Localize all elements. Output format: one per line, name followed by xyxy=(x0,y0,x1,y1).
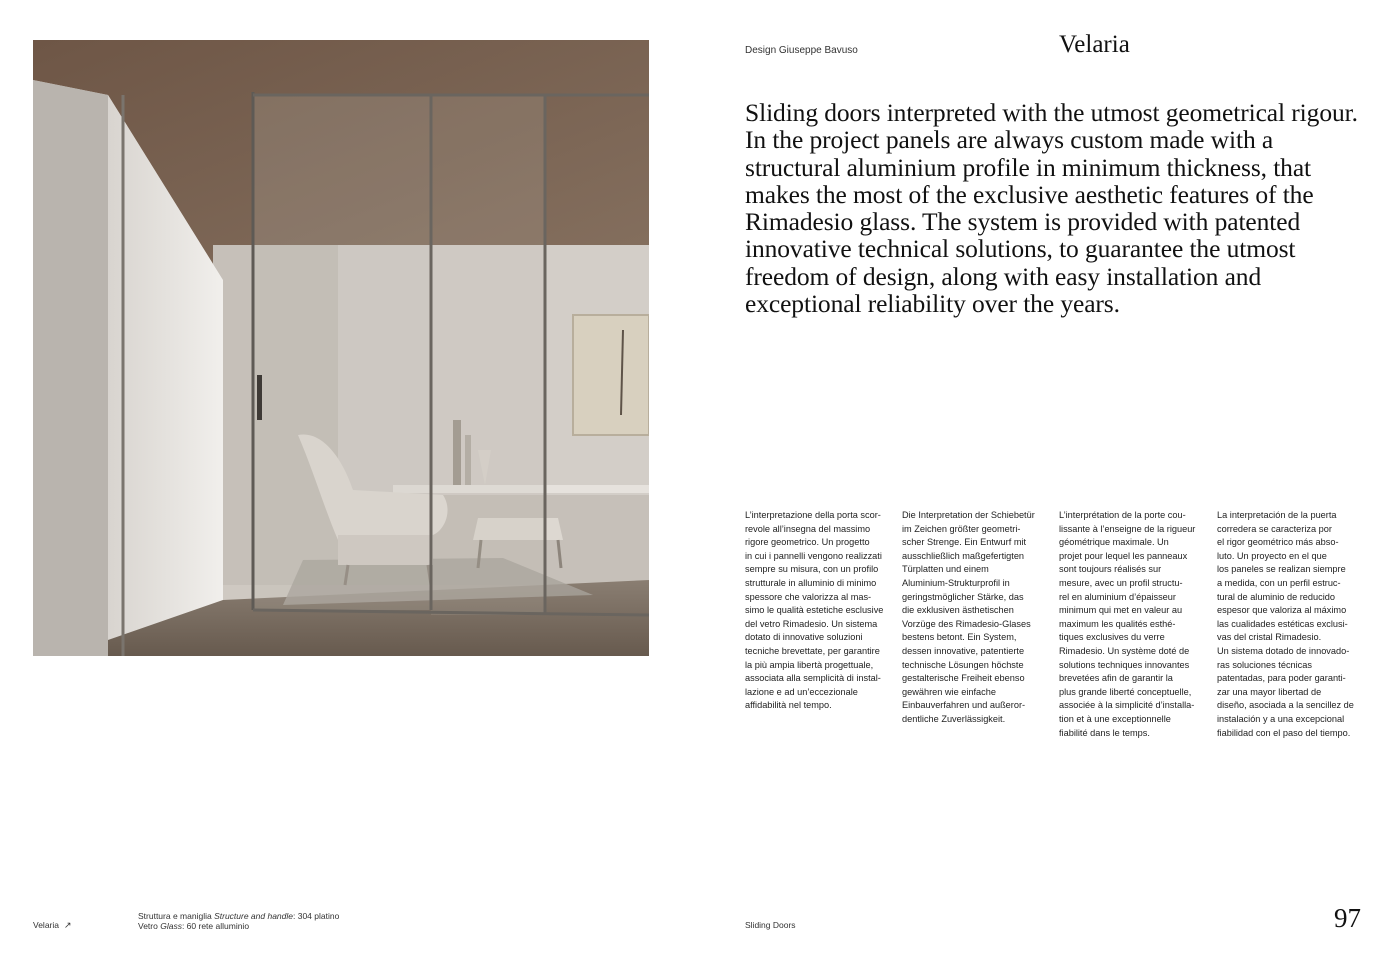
spec-structure-label: Struttura e maniglia xyxy=(138,911,215,921)
text-column-french: L’interprétation de la porte cou- lissante à l’enseigne de la rigueur géométrique maximale. Un projet pour lequel les panneaux sont toujours réalisés sur mesure, avec un profil structu- rel en aluminium d’épaisseur minimum qui met en valeur au maximum les qualités esthé- tiques exclusives du verre Rimadesio. Un système doté de solutions techniques innovantes brevetées afin de garantir la plus grande liberté conceptuelle, associée à la simplicité d’installa- tion et à une exceptionnelle fiabilité dans le temps. xyxy=(1059,510,1196,738)
spec-glass-label-en: Glass xyxy=(160,920,182,931)
arrow-up-right-icon: ↗ xyxy=(64,920,72,930)
text-column-spanish: La interpretación de la puerta corredera se caracteriza por el rigor geométrico más abso- luto. Un proyecto en el que los paneles se realizan siempre a medida, con un perfil estruc- tural de aluminio de reducido espesor que valoriza al máximo las cualidades estéticas exclusi- vas del cristal Rimadesio. Un sistema dotado de innovado- ras soluciones técnicas patentadas, para poder garanti- zar una mayor libertad de diseño, asociada a la sencillez de instalación y a una excepcional fiabilidad con el paso del tiempo. xyxy=(1217,510,1354,738)
product-title: Velaria xyxy=(1059,31,1130,58)
finish-specification xyxy=(138,912,339,931)
page-number: 97 xyxy=(1334,903,1361,933)
text-column-german: Die Interpretation der Schiebetür im Zeichen größter geometri- scher Strenge. Ein Entwurf mit ausschließlich maßgefertigten Türplatten und einem Aluminium-Strukturprofil in geringstmöglicher Stärke, das die exklusiven ästhetischen Vorzüge des Rimadesio-Glases bestens betont. Ein System, dessen innovative, patentierte technische Lösungen höchste gestalterische Freiheit ebenso gewähren wie einfache Einbauverfahren und außeror- dentliche Zuverlässigkeit. xyxy=(902,510,1035,724)
spec-structure-label-en: Structure and handle xyxy=(214,911,293,921)
spec-glass-line xyxy=(138,922,339,932)
designer-credit: Design Giuseppe Bavuso xyxy=(745,45,858,56)
spec-glass-label: Vetro xyxy=(138,920,161,931)
product-photo xyxy=(33,40,649,656)
spec-structure-value: : 304 platino xyxy=(293,911,340,921)
section-name: Sliding Doors xyxy=(745,920,796,930)
footer-product-link[interactable] xyxy=(33,921,72,931)
spec-glass-value: : 60 rete alluminio xyxy=(181,920,250,931)
lead-paragraph: Sliding doors interpreted with the utmost geometrical rigour. In the project panels are always custom made with a structural aluminium profile in minimum thickness, that makes the most of the exclusive aesthetic features of the Rimadesio glass. The system is provided with patented innovative technical solutions, to guarantee the utmost freedom of design, along with easy installation and exceptional reliability over the years. xyxy=(745,98,1358,319)
interior-scene-illustration xyxy=(33,40,649,656)
footer-product-name: Velaria xyxy=(33,920,59,930)
text-column-italian: L’interpretazione della porta scor- revole all’insegna del massimo rigore geometrico. Un progetto in cui i pannelli vengono realizzati sempre su misura, con un profilo strutturale in alluminio di minimo spessore che valorizza al mas- simo le qualità estetiche esclusive del vetro Rimadesio. Un sistema dotato di innovative soluzioni tecniche brevettate, per garantire la più ampia libertà progettuale, associata alla semplicità di instal- lazione e ad un’eccezionale affidabilità nel tempo. xyxy=(745,510,884,711)
